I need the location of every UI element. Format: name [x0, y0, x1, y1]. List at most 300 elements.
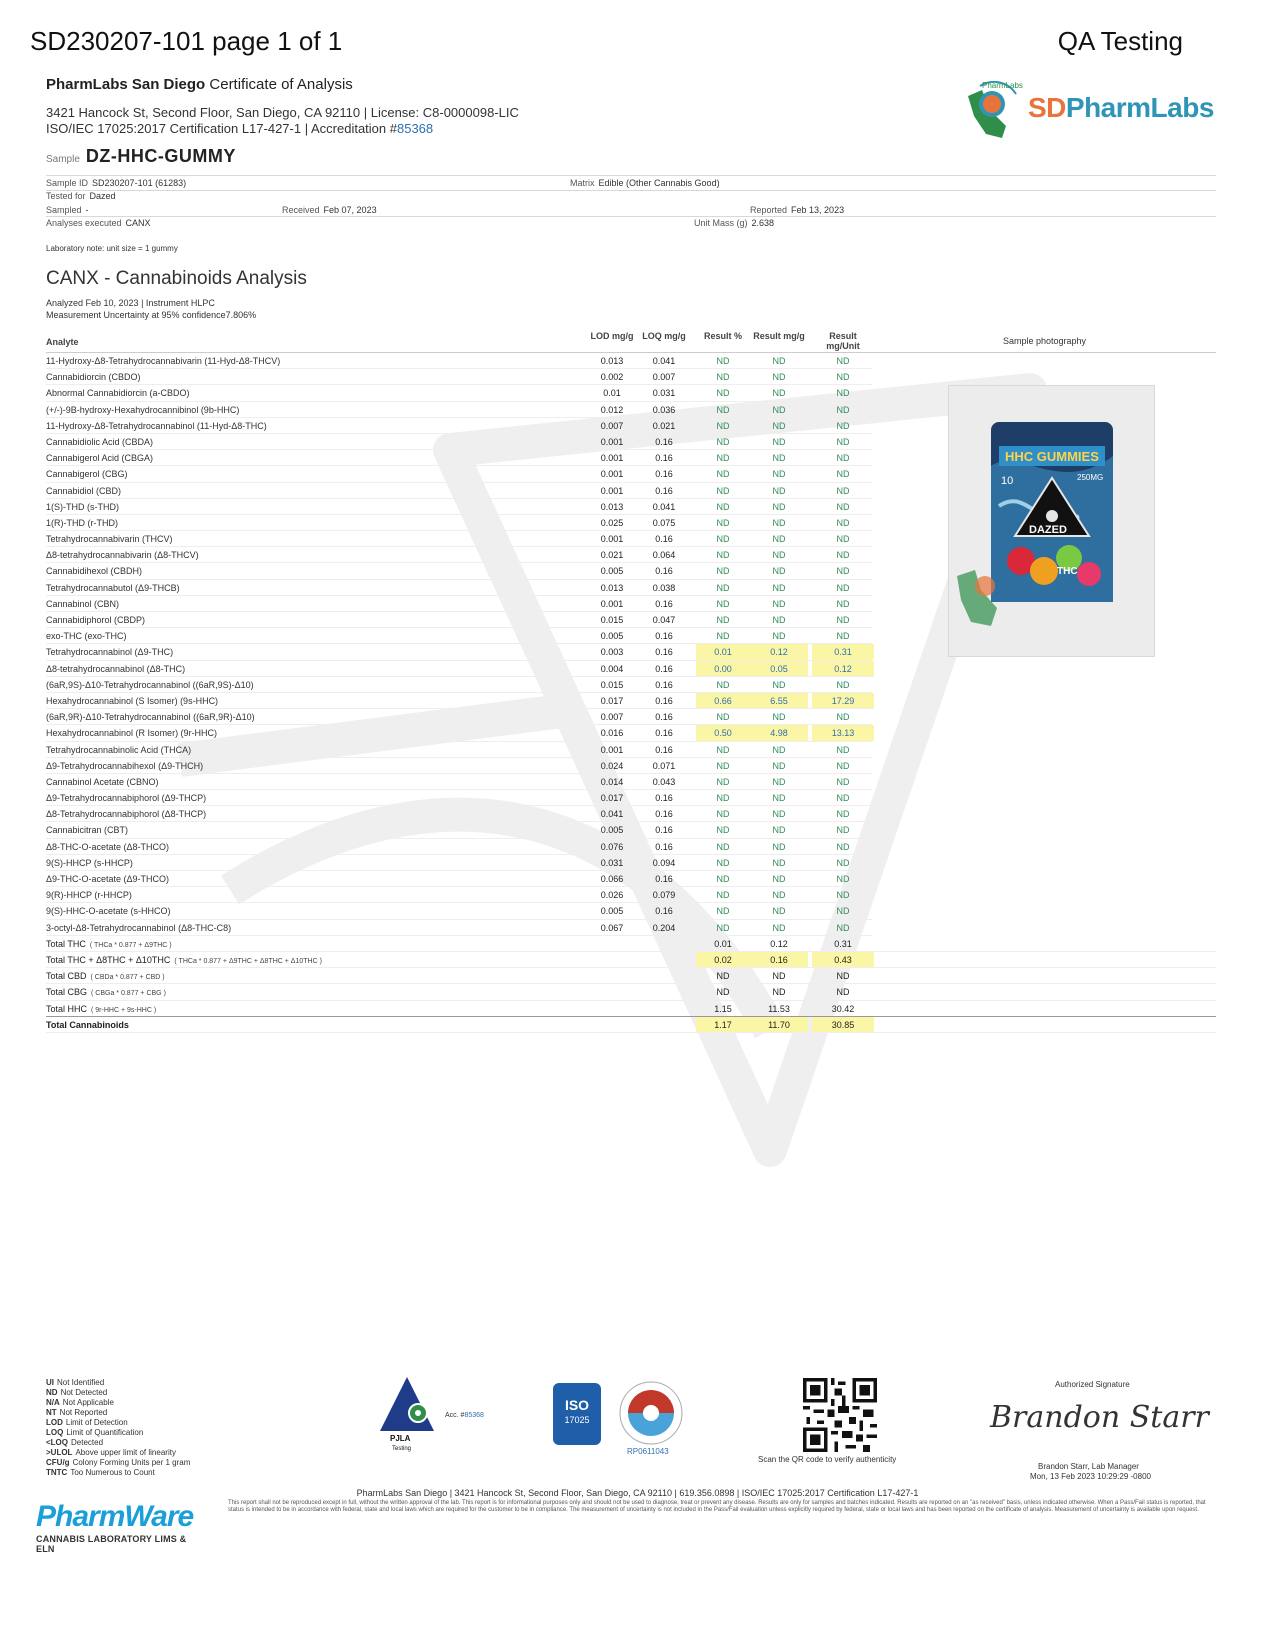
- total-formula: ( CBGa * 0.877 + CBG ): [91, 990, 166, 998]
- header-result-pct: Result %: [703, 331, 742, 341]
- lod-cell: 0.026: [600, 890, 624, 901]
- sample-title: [46, 146, 236, 167]
- result-mg-cell: ND: [772, 712, 786, 723]
- total-pct-cell: 1.17: [696, 1017, 750, 1033]
- loq-cell: 0.16: [655, 906, 673, 917]
- table-row: [46, 855, 1216, 871]
- result-mg-cell: ND: [772, 744, 786, 755]
- iso-badge-text: ISO: [564, 1397, 590, 1413]
- result-mg-cell: 6.55: [750, 693, 808, 709]
- result-unit-cell: ND: [836, 793, 850, 804]
- legend-text: Limit of Quantification: [66, 1428, 144, 1437]
- analyte-cell: Tetrahydrocannabutol (Δ9-THCB): [46, 582, 180, 593]
- analyte-cell: Δ9-THC-O-acetate (Δ9-THCO): [46, 874, 170, 884]
- table-row: [46, 677, 1216, 693]
- table-row: [46, 920, 1216, 936]
- result-mg-cell: ND: [772, 436, 786, 447]
- total-row: [46, 1017, 1216, 1033]
- iso-badge-number: 17025: [564, 1415, 590, 1425]
- lod-cell: 0.001: [600, 469, 624, 480]
- legend-abbr: N/A: [46, 1398, 60, 1407]
- loq-cell: 0.16: [655, 744, 673, 755]
- loq-cell: 0.16: [655, 631, 673, 642]
- table-row: [46, 483, 1216, 499]
- table-row: [46, 369, 1216, 385]
- result-unit-cell: ND: [836, 356, 850, 366]
- result-pct-cell: ND: [716, 776, 730, 787]
- lod-cell: 0.004: [600, 663, 624, 674]
- result-pct-cell: ND: [716, 517, 730, 528]
- analyte-cell: Cannabinol Acetate (CBNO): [46, 776, 159, 787]
- total-pct-cell: 0.02: [696, 952, 750, 968]
- result-pct-cell: ND: [716, 372, 730, 383]
- analyte-cell: Cannabinol (CBN): [46, 598, 120, 609]
- result-pct-cell: ND: [716, 744, 730, 755]
- result-unit-cell: ND: [836, 485, 850, 496]
- loq-cell: 0.043: [652, 776, 676, 787]
- table-body: [46, 353, 1216, 936]
- loq-cell: 0.16: [655, 663, 673, 674]
- result-unit-cell: ND: [836, 469, 850, 480]
- table-row: [46, 466, 1216, 482]
- analyte-cell: exo-THC (exo-THC): [46, 631, 127, 642]
- iso-badge: [553, 1383, 601, 1445]
- loq-cell: 0.041: [652, 356, 676, 366]
- legend-item: [46, 1398, 190, 1408]
- table-row: [46, 887, 1216, 903]
- lod-cell: 0.041: [600, 809, 624, 820]
- lod-cell: 0.007: [600, 420, 624, 431]
- total-pct-cell: 1.15: [714, 1003, 732, 1014]
- legend-text: Not Detected: [60, 1388, 108, 1397]
- result-mg-cell: ND: [772, 453, 786, 464]
- result-unit-cell: ND: [836, 679, 850, 690]
- total-unit-cell: 0.31: [834, 938, 852, 949]
- loq-cell: 0.16: [655, 712, 673, 723]
- result-mg-cell: ND: [772, 825, 786, 836]
- total-row: [46, 984, 1216, 1000]
- analyte-cell: (+/-)-9B-hydroxy-Hexahydrocannibinol (9b-HHC): [46, 404, 240, 415]
- table-row: [46, 758, 1216, 774]
- result-mg-cell: ND: [772, 372, 786, 383]
- table-row: [46, 402, 1216, 418]
- analyte-cell: 11-Hydroxy-Δ8-Tetrahydrocannabivarin (11-Hyd-Δ8-THCV): [46, 356, 281, 366]
- legend-abbr: LOD: [46, 1418, 63, 1427]
- total-name: Total THC + Δ8THC + Δ10THC: [46, 954, 171, 965]
- table-row: [46, 515, 1216, 531]
- analyte-cell: Cannabicitran (CBT): [46, 825, 129, 836]
- sampled: Sampled -: [46, 205, 89, 215]
- analyte-cell: Tetrahydrocannabivarin (THCV): [46, 534, 173, 545]
- analyte-cell: Cannabigerol Acid (CBGA): [46, 453, 154, 464]
- result-pct-cell: ND: [716, 890, 730, 901]
- table-row: [46, 644, 1216, 660]
- analyte-cell: Tetrahydrocannabinol (Δ9-THC): [46, 647, 174, 658]
- lod-cell: 0.001: [600, 485, 624, 496]
- sdpharmlabs-logo: [960, 76, 1240, 146]
- analyte-cell: 9(S)-HHC-O-acetate (s-HHCO): [46, 906, 171, 917]
- table-row: [46, 774, 1216, 790]
- pjla-acc: Acc. #85368: [445, 1412, 484, 1419]
- result-mg-cell: ND: [772, 534, 786, 545]
- package-count: 10: [1001, 475, 1014, 487]
- qa-testing-header: QA Testing: [1057, 26, 1183, 56]
- dod-seal-icon: [618, 1380, 684, 1446]
- total-name: Total CBG: [46, 987, 88, 998]
- result-pct-cell: ND: [716, 793, 730, 804]
- result-mg-cell: 0.05: [750, 661, 808, 677]
- table-row: [46, 742, 1216, 758]
- lod-cell: 0.005: [600, 906, 624, 917]
- analyte-cell: 9(S)-HHCP (s-HHCP): [46, 857, 133, 868]
- result-mg-cell: ND: [772, 631, 786, 642]
- result-unit-cell: ND: [836, 615, 850, 625]
- total-unit-cell: 0.43: [812, 952, 874, 968]
- result-unit-cell: ND: [836, 388, 850, 399]
- result-mg-cell: 0.12: [750, 644, 808, 660]
- matrix: Matrix Edible (Other Cannabis Good): [570, 178, 720, 188]
- package-logo: DAZED: [1029, 524, 1067, 536]
- result-mg-cell: ND: [772, 793, 786, 804]
- table-row: [46, 806, 1216, 822]
- total-unit-cell: 30.85: [812, 1017, 874, 1033]
- table-row: [46, 418, 1216, 434]
- total-formula: ( 9r-HHC + 9s-HHC ): [91, 1006, 157, 1014]
- result-unit-cell: ND: [836, 906, 850, 917]
- lod-cell: 0.013: [600, 582, 624, 593]
- lod-cell: 0.016: [600, 728, 624, 739]
- result-unit-cell: ND: [836, 566, 850, 577]
- loq-cell: 0.16: [655, 793, 673, 804]
- handwritten-signature: Brandon Starr: [990, 1400, 1209, 1435]
- logo-arc-text: PharmLabs: [982, 81, 1023, 90]
- doc-type: Certificate of Analysis: [209, 76, 353, 93]
- header-result-mg: Result mg/g: [753, 331, 805, 341]
- legend-item: [46, 1388, 190, 1398]
- legend-abbr: <LOQ: [46, 1438, 69, 1447]
- legend-text: Too Numerous to Count: [70, 1468, 155, 1477]
- qr-code-icon[interactable]: [803, 1378, 877, 1452]
- result-mg-cell: ND: [772, 388, 786, 399]
- legend-item: [46, 1378, 190, 1388]
- result-unit-cell: 13.13: [812, 725, 874, 741]
- result-unit-cell: ND: [836, 857, 850, 868]
- result-pct-cell: ND: [716, 420, 730, 431]
- loq-cell: 0.031: [652, 388, 676, 399]
- loq-cell: 0.16: [655, 809, 673, 820]
- legend-text: Limit of Detection: [65, 1418, 128, 1427]
- result-unit-cell: ND: [836, 420, 850, 431]
- table-row: [46, 612, 1216, 628]
- footer-address: PharmLabs San Diego | 3421 Hancock St, Second Floor, San Diego, CA 92110 | 619.356.0898 | ISO/IEC 17025:2017 Certification L17-427-1: [356, 1488, 919, 1498]
- result-unit-cell: ND: [836, 501, 850, 512]
- table-row: [46, 353, 1216, 369]
- result-pct-cell: ND: [716, 550, 730, 561]
- signer-name: Brandon Starr, Lab Manager: [1038, 1462, 1139, 1471]
- pjla-label: PJLA: [390, 1434, 411, 1443]
- legend-item: [46, 1448, 190, 1458]
- result-unit-cell: ND: [836, 631, 850, 642]
- result-pct-cell: 0.01: [696, 644, 750, 660]
- result-unit-cell: ND: [836, 372, 850, 383]
- result-mg-cell: ND: [772, 615, 786, 625]
- loq-cell: 0.16: [655, 695, 673, 706]
- legend-text: Not Reported: [59, 1408, 108, 1417]
- legend-abbr: LOQ: [46, 1428, 64, 1437]
- loq-cell: 0.16: [655, 598, 673, 609]
- result-mg-cell: ND: [772, 679, 786, 690]
- result-pct-cell: ND: [716, 566, 730, 577]
- loq-cell: 0.16: [655, 825, 673, 836]
- total-pct-cell: ND: [716, 971, 730, 982]
- result-mg-cell: ND: [772, 356, 786, 366]
- lod-cell: 0.025: [600, 517, 624, 528]
- total-unit-cell: ND: [836, 971, 850, 982]
- loq-cell: 0.007: [652, 372, 676, 383]
- analyte-cell: Δ8-tetrahydrocannabivarin (Δ8-THCV): [46, 550, 199, 561]
- lod-cell: 0.01: [603, 388, 621, 399]
- result-unit-cell: ND: [836, 517, 850, 528]
- loq-cell: 0.16: [655, 534, 673, 545]
- result-pct-cell: ND: [716, 436, 730, 447]
- logo-pharmlabs: PharmLabs: [1065, 92, 1214, 123]
- analyzed-line: Analyzed Feb 10, 2023 | Instrument HLPC: [46, 298, 215, 308]
- lod-cell: 0.076: [600, 841, 624, 852]
- legend-item: [46, 1418, 190, 1428]
- table-row: [46, 580, 1216, 596]
- analyte-cell: Δ9-Tetrahydrocannabiphorol (Δ9-THCP): [46, 793, 207, 804]
- analyte-cell: Cannabidiorcin (CBDO): [46, 372, 141, 383]
- result-unit-cell: ND: [836, 744, 850, 755]
- sample-label: Sample: [46, 154, 80, 165]
- result-mg-cell: ND: [772, 890, 786, 901]
- received: Received Feb 07, 2023: [282, 205, 377, 215]
- header-analyte: Analyte: [46, 337, 79, 347]
- result-mg-cell: ND: [772, 776, 786, 787]
- result-pct-cell: ND: [716, 598, 730, 609]
- analyte-cell: (6aR,9S)-Δ10-Tetrahydrocannabinol ((6aR,9S)-Δ10): [46, 679, 254, 690]
- legend-abbr: TNTC: [46, 1468, 68, 1477]
- result-mg-cell: ND: [772, 404, 786, 415]
- analyte-cell: 11-Hydroxy-Δ8-Tetrahydrocannabinol (11-Hyd-Δ8-THC): [46, 420, 267, 431]
- table-row: [46, 871, 1216, 887]
- result-pct-cell: ND: [716, 404, 730, 415]
- pharmware-wordmark: PharmWare: [36, 1500, 194, 1533]
- result-mg-cell: ND: [772, 857, 786, 868]
- lod-cell: 0.013: [600, 356, 624, 366]
- package-brand: HHC GUMMIES: [1005, 449, 1099, 464]
- lod-cell: 0.015: [600, 679, 624, 690]
- result-unit-cell: ND: [836, 809, 850, 820]
- lod-cell: 0.001: [600, 436, 624, 447]
- result-pct-cell: ND: [716, 453, 730, 464]
- lod-cell: 0.017: [600, 793, 624, 804]
- total-mg-cell: ND: [772, 971, 786, 982]
- loq-cell: 0.16: [655, 874, 673, 884]
- result-unit-cell: ND: [836, 922, 850, 933]
- result-mg-cell: ND: [772, 550, 786, 561]
- legend-text: Above upper limit of linearity: [75, 1448, 176, 1457]
- analyte-cell: Cannabidiphorol (CBDP): [46, 615, 146, 625]
- legend-item: [46, 1408, 190, 1418]
- lod-cell: 0.031: [600, 857, 624, 868]
- loq-cell: 0.094: [652, 857, 676, 868]
- table-header: [46, 330, 1216, 353]
- legend-text: Not Applicable: [62, 1398, 114, 1407]
- total-row: [46, 1001, 1216, 1017]
- divider: [46, 175, 1216, 176]
- lod-cell: 0.013: [600, 501, 624, 512]
- loq-cell: 0.16: [655, 469, 673, 480]
- lod-cell: 0.001: [600, 598, 624, 609]
- dod-rp-number: RP0611043: [627, 1447, 669, 1456]
- loq-cell: 0.064: [652, 550, 676, 561]
- table-row: [46, 499, 1216, 515]
- result-mg-cell: 4.98: [750, 725, 808, 741]
- table-row: [46, 596, 1216, 612]
- pharmware-tagline: CANNABIS LABORATORY LIMS & ELN: [36, 1534, 187, 1554]
- table-row: [46, 434, 1216, 450]
- result-unit-cell: ND: [836, 841, 850, 852]
- result-unit-cell: ND: [836, 534, 850, 545]
- loq-cell: 0.16: [655, 566, 673, 577]
- abbreviation-legend: [46, 1378, 190, 1478]
- result-pct-cell: ND: [716, 388, 730, 399]
- legend-abbr: CFU/g: [46, 1458, 70, 1467]
- result-unit-cell: ND: [836, 825, 850, 836]
- result-pct-cell: ND: [716, 906, 730, 917]
- pjla-badge: [372, 1375, 492, 1455]
- total-name: Total CBD: [46, 971, 87, 982]
- lod-cell: 0.003: [600, 647, 624, 658]
- loq-cell: 0.16: [655, 436, 673, 447]
- total-unit-cell: 30.42: [831, 1003, 855, 1014]
- result-pct-cell: 0.00: [696, 661, 750, 677]
- result-unit-cell: ND: [836, 890, 850, 901]
- unit-mass: Unit Mass (g) 2.638: [694, 218, 775, 228]
- package-strength: 250MG: [1077, 473, 1104, 482]
- tested-for: Tested for Dazed: [46, 191, 116, 201]
- result-mg-cell: ND: [772, 582, 786, 593]
- result-unit-cell: ND: [836, 582, 850, 593]
- result-pct-cell: 0.66: [696, 693, 750, 709]
- lod-cell: 0.002: [600, 372, 624, 383]
- total-pct-cell: 0.01: [714, 938, 732, 949]
- lod-cell: 0.021: [600, 550, 624, 561]
- result-unit-cell: 0.12: [812, 661, 874, 677]
- result-pct-cell: ND: [716, 582, 730, 593]
- table-row: [46, 839, 1216, 855]
- signature-date: Mon, 13 Feb 2023 10:29:29 -0800: [1030, 1472, 1151, 1481]
- result-mg-cell: ND: [772, 598, 786, 609]
- legend-item: [46, 1438, 190, 1448]
- result-mg-cell: ND: [772, 874, 786, 884]
- analyte-cell: 3-octyl-Δ8-Tetrahydrocannabinol (Δ8-THC-C8): [46, 922, 232, 933]
- result-pct-cell: ND: [716, 922, 730, 933]
- table-row: [46, 725, 1216, 741]
- legend-abbr: UI: [46, 1378, 54, 1387]
- analyte-cell: Hexahydrocannabinol (S Isomer) (9s-HHC): [46, 695, 219, 706]
- total-mg-cell: 0.12: [770, 938, 788, 949]
- result-unit-cell: ND: [836, 550, 850, 561]
- legend-item: [46, 1458, 190, 1468]
- result-mg-cell: ND: [772, 517, 786, 528]
- legend-abbr: ND: [46, 1388, 58, 1397]
- analyte-cell: Δ8-tetrahydrocannabinol (Δ8-THC): [46, 663, 186, 674]
- loq-cell: 0.038: [652, 582, 676, 593]
- table-row: [46, 628, 1216, 644]
- table-row: [46, 547, 1216, 563]
- legend-item: [46, 1428, 190, 1438]
- result-mg-cell: ND: [772, 906, 786, 917]
- analyte-cell: Cannabidihexol (CBDH): [46, 566, 143, 577]
- loq-cell: 0.047: [652, 615, 676, 625]
- lab-name: PharmLabs San Diego: [46, 76, 206, 93]
- legend-abbr: NT: [46, 1408, 57, 1417]
- totals-body: [46, 936, 1216, 1033]
- sample-id: Sample ID SD230207-101 (61283): [46, 178, 187, 188]
- divider: [46, 216, 1216, 217]
- reported: Reported Feb 13, 2023: [750, 205, 845, 215]
- lod-cell: 0.014: [600, 776, 624, 787]
- logo-wordmark: [1028, 92, 1214, 124]
- result-mg-cell: ND: [772, 841, 786, 852]
- analyte-cell: Δ9-Tetrahydrocannabihexol (Δ9-THCH): [46, 760, 204, 771]
- loq-cell: 0.16: [655, 841, 673, 852]
- result-unit-cell: ND: [836, 776, 850, 787]
- result-pct-cell: 0.50: [696, 725, 750, 741]
- lod-cell: 0.015: [600, 615, 624, 625]
- analyte-cell: (6aR,9R)-Δ10-Tetrahydrocannabinol ((6aR,9R)-Δ10): [46, 712, 255, 723]
- legend-abbr: >ULOL: [46, 1448, 73, 1457]
- loq-cell: 0.041: [652, 501, 676, 512]
- total-mg-cell: 11.53: [768, 1003, 790, 1014]
- result-pct-cell: ND: [716, 841, 730, 852]
- result-pct-cell: ND: [716, 874, 730, 884]
- package-thc: THC: [1057, 566, 1078, 577]
- table-row: [46, 450, 1216, 466]
- result-unit-cell: 17.29: [812, 693, 874, 709]
- lab-iso-line: [46, 121, 433, 136]
- total-name: Total THC: [46, 938, 86, 949]
- total-name: Total Cannabinoids: [46, 1019, 129, 1030]
- result-pct-cell: ND: [716, 356, 730, 366]
- accreditation-link[interactable]: 85368: [396, 121, 434, 136]
- table-row: [46, 790, 1216, 806]
- loq-cell: 0.16: [655, 647, 673, 658]
- lod-cell: 0.017: [600, 695, 624, 706]
- total-pct-cell: ND: [716, 987, 730, 998]
- section-title: CANX - Cannabinoids Analysis: [46, 268, 307, 289]
- logo-sd: SD: [1028, 92, 1066, 123]
- header-lod: LOD mg/g: [590, 331, 634, 341]
- result-pct-cell: ND: [716, 679, 730, 690]
- result-mg-cell: ND: [772, 760, 786, 771]
- legend-item: [46, 1468, 190, 1478]
- pjla-sub: Testing: [392, 1446, 412, 1452]
- result-unit-cell: ND: [836, 436, 850, 447]
- uncertainty-line: Measurement Uncertainty at 95% confidence7.806%: [46, 310, 257, 320]
- table-row: [46, 822, 1216, 838]
- table-row: [46, 531, 1216, 547]
- california-seal-icon: [960, 76, 1030, 146]
- result-pct-cell: ND: [716, 631, 730, 642]
- lab-address: 3421 Hancock St, Second Floor, San Diego, CA 92110 | License: C8-0000098-LIC: [46, 105, 519, 120]
- lod-cell: 0.001: [600, 744, 624, 755]
- legend-text: Detected: [71, 1438, 104, 1447]
- qr-caption: Scan the QR code to verify authenticity: [758, 1455, 897, 1464]
- legend-text: Not Identified: [57, 1378, 105, 1387]
